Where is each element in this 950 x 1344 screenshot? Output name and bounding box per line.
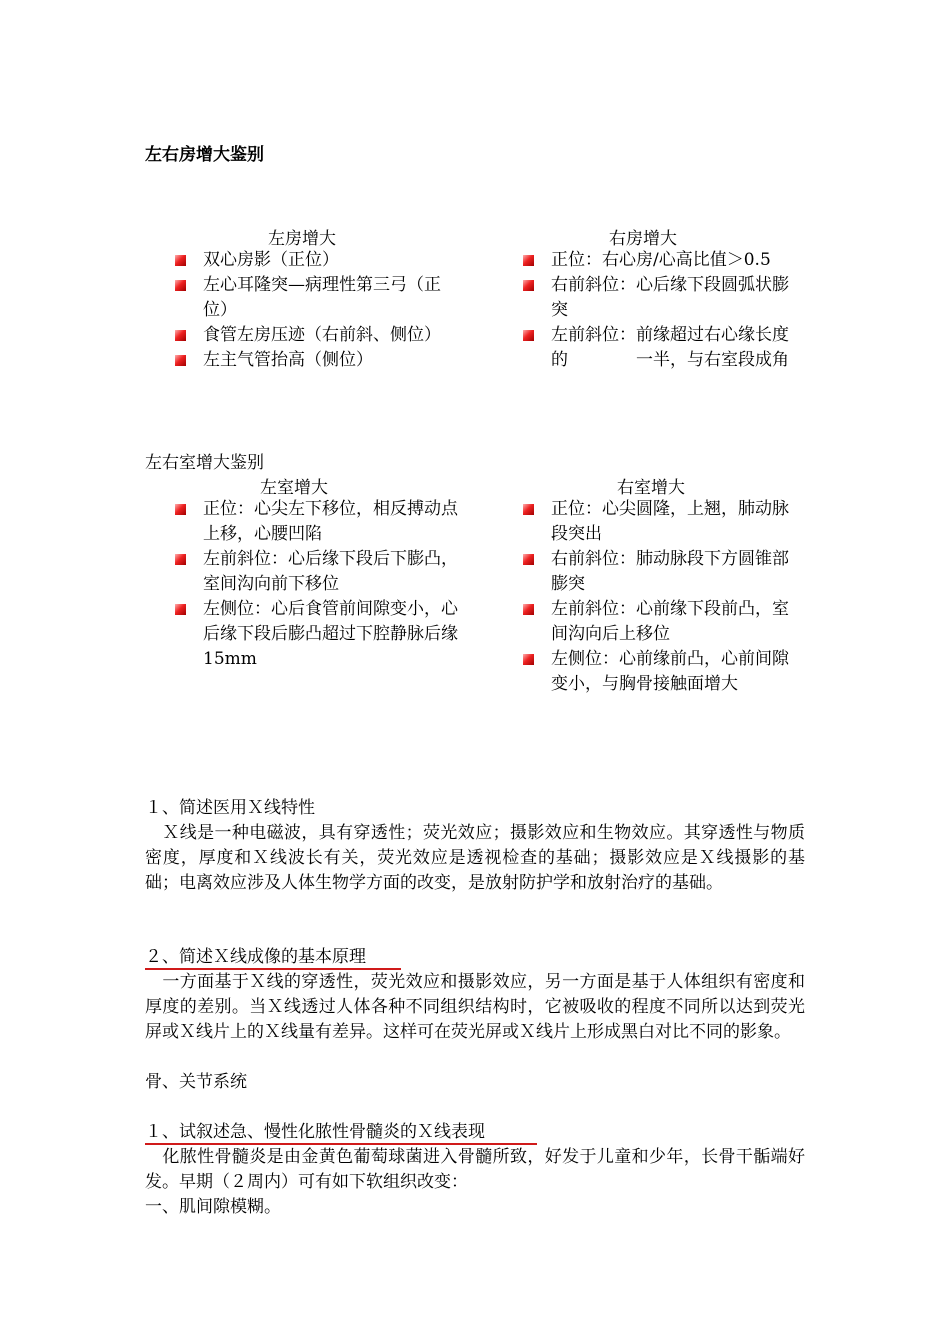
list-item: 正位：心尖圆隆，上翘，肺动脉段突出 bbox=[523, 497, 805, 547]
left-atrium-list bbox=[175, 248, 443, 373]
bullet-icon bbox=[523, 280, 534, 291]
section-heading: 骨、关节系统 bbox=[145, 1072, 247, 1092]
list-item: 左心耳隆突—病理性第三弓（正位） bbox=[175, 273, 443, 323]
ventricle-section-title: 左右室增大鉴别 bbox=[145, 453, 264, 473]
list-item: 左前斜位：心后缘下段后下膨凸，室间沟向前下移位 bbox=[175, 547, 463, 597]
bullet-icon bbox=[523, 255, 534, 266]
bullet-icon bbox=[175, 355, 186, 366]
list-item: 右前斜位：心后缘下段圆弧状膨突 bbox=[523, 273, 805, 323]
list-item: 正位：右心房/心高比值＞0.5 bbox=[523, 248, 805, 273]
bullet-icon bbox=[523, 654, 534, 665]
bullet-icon bbox=[175, 554, 186, 565]
bullet-icon bbox=[523, 504, 534, 515]
list-item: 左前斜位：心前缘下段前凸，室间沟向后上移位 bbox=[523, 597, 805, 647]
question-3-title: １、试叙述急、慢性化脓性骨髓炎的Ｘ线表现 bbox=[145, 1122, 485, 1142]
page-title: 左右房增大鉴别 bbox=[145, 145, 264, 165]
list-item: 正位：心尖左下移位，相反搏动点上移，心腰凹陷 bbox=[175, 497, 463, 547]
list-item: 一、肌间隙模糊。 bbox=[145, 1197, 281, 1217]
right-atrium-list bbox=[523, 248, 805, 373]
bullet-icon bbox=[175, 330, 186, 341]
list-item: 左侧位：心前缘前凸，心前间隙变小，与胸骨接触面增大 bbox=[523, 647, 805, 697]
question-1-body: Ｘ线是一种电磁波，具有穿透性；荧光效应；摄影效应和生物效应。其穿透性与物质密度，厚度和Ｘ线波长有关，荧光效应是透视检查的基础；摄影效应是Ｘ线摄影的基础；电离效应涉及人体生物学方面的改变，是放射防护学和放射治疗的基础。 bbox=[145, 823, 805, 893]
right-ventricle-heading: 右室增大 bbox=[617, 478, 685, 498]
list-item: 右前斜位：肺动脉段下方圆锥部膨突 bbox=[523, 547, 805, 597]
question-1-title: １、简述医用Ｘ线特性 bbox=[145, 798, 315, 818]
list-item: 食管左房压迹（右前斜、侧位） bbox=[175, 323, 443, 348]
bullet-icon bbox=[175, 604, 186, 615]
question-2-body: 一方面基于Ｘ线的穿透性，荧光效应和摄影效应，另一方面是基于人体组织有密度和厚度的差别。当Ｘ线透过人体各种不同组织结构时，它被吸收的程度不同所以达到荧光屏或Ｘ线片上的Ｘ线量有差异。这样可在荧光屏或Ｘ线片上形成黑白对比不同的影象。 bbox=[145, 972, 805, 1042]
list-item: 左前斜位：前缘超过右心缘长度的 一半，与右室段成角 bbox=[523, 323, 805, 373]
bullet-icon bbox=[175, 280, 186, 291]
list-item: 双心房影（正位） bbox=[175, 248, 443, 273]
bullet-icon bbox=[523, 330, 534, 341]
right-atrium-heading: 右房增大 bbox=[609, 229, 677, 249]
bullet-icon bbox=[175, 255, 186, 266]
right-ventricle-list bbox=[523, 497, 805, 697]
left-ventricle-list bbox=[175, 497, 463, 672]
question-3-body: 化脓性骨髓炎是由金黄色葡萄球菌进入骨髓所致，好发于儿童和少年，长骨干骺端好发。早期（２周内）可有如下软组织改变： bbox=[145, 1147, 805, 1192]
question-2-title: ２、简述Ｘ线成像的基本原理 bbox=[145, 947, 366, 967]
bullet-icon bbox=[523, 554, 534, 565]
list-item: 左侧位：心后食管前间隙变小，心后缘下段后膨凸超过下腔静脉后缘15mm bbox=[175, 597, 463, 672]
list-item: 左主气管抬高（侧位） bbox=[175, 348, 443, 373]
bullet-icon bbox=[523, 604, 534, 615]
left-atrium-heading: 左房增大 bbox=[268, 229, 336, 249]
bullet-icon bbox=[175, 504, 186, 515]
left-ventricle-heading: 左室增大 bbox=[260, 478, 328, 498]
